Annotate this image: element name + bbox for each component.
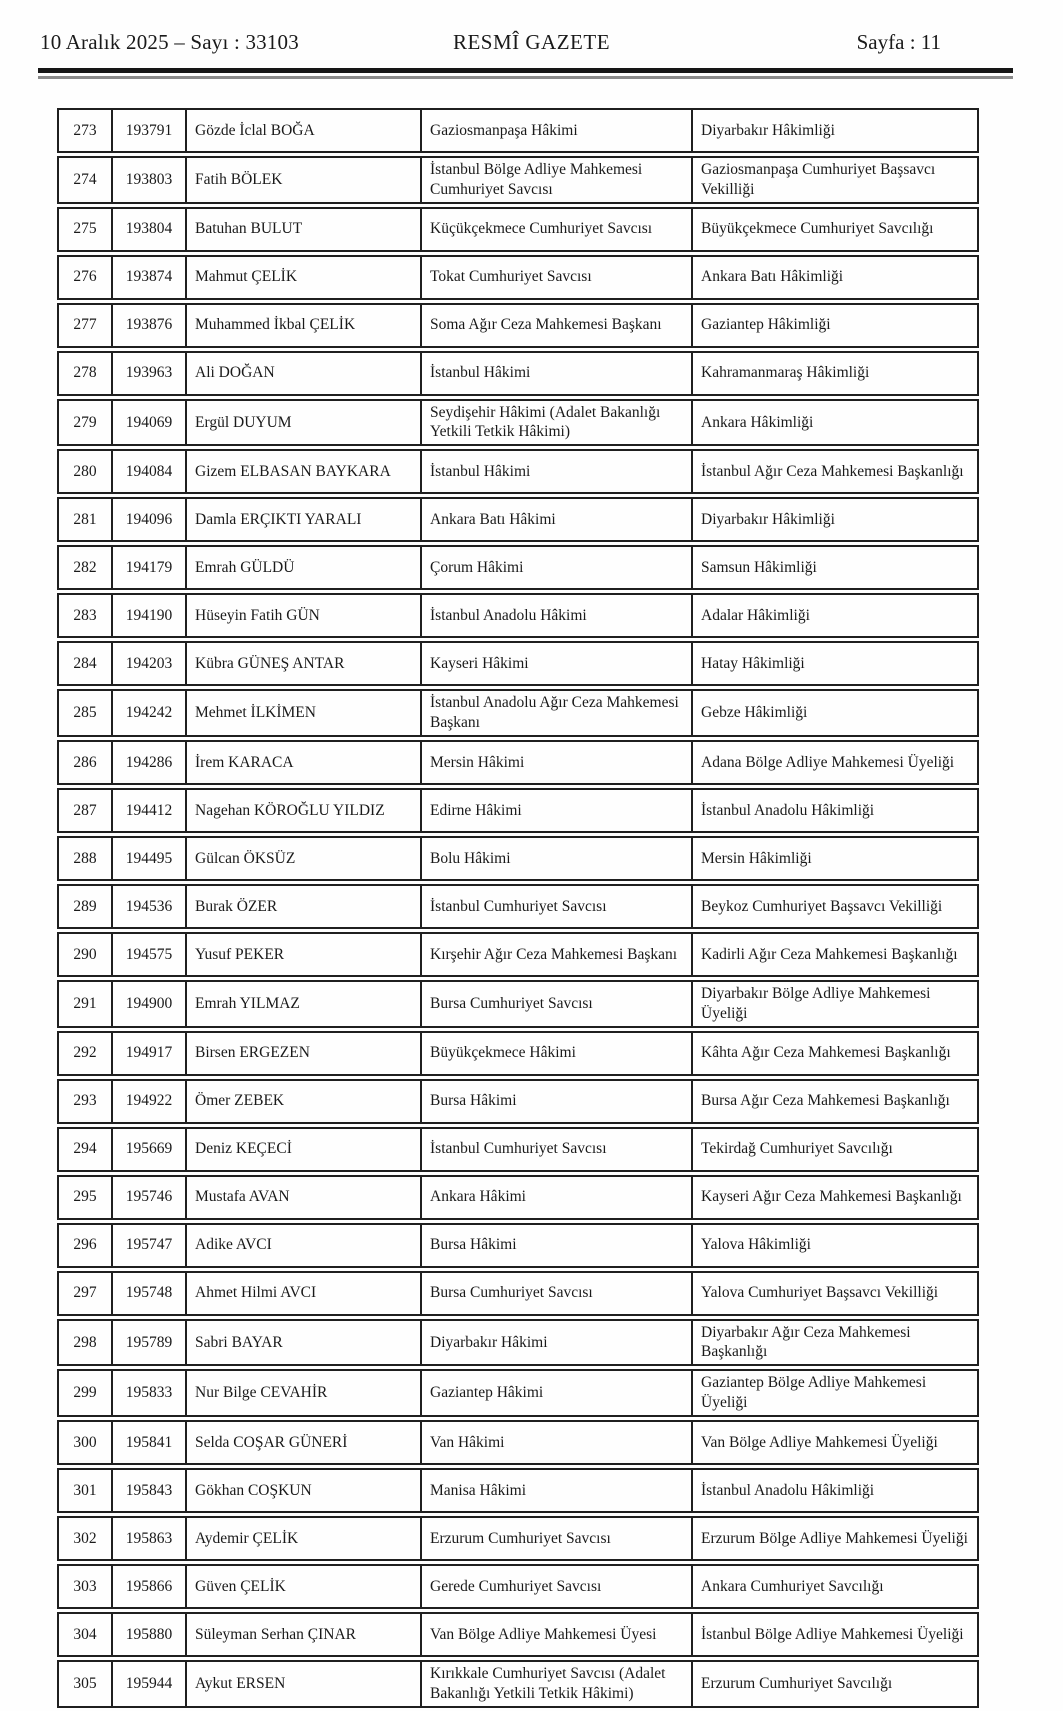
name-cell: Nur Bilge CEVAHİR [185, 1369, 420, 1417]
table-row [57, 255, 979, 300]
current-post-cell: Diyarbakır Hâkimi [420, 1319, 691, 1367]
table-row [57, 1612, 979, 1657]
new-post-cell: Kahramanmaraş Hâkimliği [691, 351, 979, 396]
new-post-cell: Gaziosmanpaşa Cumhuriyet Başsavcı Vekilliği [691, 156, 979, 204]
name-cell: Mahmut ÇELİK [185, 255, 420, 300]
row-number-cell: 303 [57, 1564, 111, 1609]
name-cell: İrem KARACA [185, 740, 420, 785]
header-rule-thick [38, 68, 1013, 73]
registry-no-cell: 195833 [111, 1369, 185, 1417]
new-post-cell: Ankara Cumhuriyet Savcılığı [691, 1564, 979, 1609]
row-number-cell: 275 [57, 207, 111, 252]
name-cell: Selda COŞAR GÜNERİ [185, 1420, 420, 1465]
current-post-cell: Seydişehir Hâkimi (Adalet Bakanlığı Yetkili Tetkik Hâkimi) [420, 399, 691, 447]
row-number-cell: 302 [57, 1516, 111, 1561]
current-post-cell: Soma Ağır Ceza Mahkemesi Başkanı [420, 303, 691, 348]
table-row [57, 788, 979, 833]
table-row [57, 156, 979, 204]
appointments-table-body [57, 108, 979, 1708]
new-post-cell: Ankara Hâkimliği [691, 399, 979, 447]
name-cell: Sabri BAYAR [185, 1319, 420, 1367]
name-cell: Aykut ERSEN [185, 1660, 420, 1708]
current-post-cell: Ankara Batı Hâkimi [420, 497, 691, 542]
current-post-cell: Gaziosmanpaşa Hâkimi [420, 108, 691, 153]
current-post-cell: Bursa Hâkimi [420, 1079, 691, 1124]
name-cell: Burak ÖZER [185, 884, 420, 929]
registry-no-cell: 193963 [111, 351, 185, 396]
registry-no-cell: 194412 [111, 788, 185, 833]
registry-no-cell: 195863 [111, 1516, 185, 1561]
table-row [57, 980, 979, 1028]
registry-no-cell: 194536 [111, 884, 185, 929]
current-post-cell: Erzurum Cumhuriyet Savcısı [420, 1516, 691, 1561]
current-post-cell: Van Hâkimi [420, 1420, 691, 1465]
current-post-cell: İstanbul Anadolu Ağır Ceza Mahkemesi Başkanı [420, 689, 691, 737]
registry-no-cell: 195880 [111, 1612, 185, 1657]
new-post-cell: Yalova Cumhuriyet Başsavcı Vekilliği [691, 1271, 979, 1316]
new-post-cell: Gaziantep Hâkimliği [691, 303, 979, 348]
registry-no-cell: 194096 [111, 497, 185, 542]
table-row [57, 1031, 979, 1076]
row-number-cell: 285 [57, 689, 111, 737]
table-row [57, 1516, 979, 1561]
name-cell: Muhammed İkbal ÇELİK [185, 303, 420, 348]
registry-no-cell: 195748 [111, 1271, 185, 1316]
current-post-cell: Küçükçekmece Cumhuriyet Savcısı [420, 207, 691, 252]
name-cell: Birsen ERGEZEN [185, 1031, 420, 1076]
row-number-cell: 287 [57, 788, 111, 833]
table-row [57, 399, 979, 447]
current-post-cell: Büyükçekmece Hâkimi [420, 1031, 691, 1076]
name-cell: Güven ÇELİK [185, 1564, 420, 1609]
name-cell: Ergül DUYUM [185, 399, 420, 447]
registry-no-cell: 195944 [111, 1660, 185, 1708]
table-row [57, 689, 979, 737]
new-post-cell: İstanbul Ağır Ceza Mahkemesi Başkanlığı [691, 449, 979, 494]
new-post-cell: Van Bölge Adliye Mahkemesi Üyeliği [691, 1420, 979, 1465]
new-post-cell: Samsun Hâkimliği [691, 545, 979, 590]
masthead [0, 0, 1063, 62]
new-post-cell: Hatay Hâkimliği [691, 641, 979, 686]
new-post-cell: Kadirli Ağır Ceza Mahkemesi Başkanlığı [691, 932, 979, 977]
name-cell: Damla ERÇIKTI YARALI [185, 497, 420, 542]
table-row [57, 641, 979, 686]
table-row [57, 1564, 979, 1609]
table-row [57, 303, 979, 348]
registry-no-cell: 193803 [111, 156, 185, 204]
registry-no-cell: 194084 [111, 449, 185, 494]
current-post-cell: Manisa Hâkimi [420, 1468, 691, 1513]
table-row [57, 1468, 979, 1513]
current-post-cell: Mersin Hâkimi [420, 740, 691, 785]
registry-no-cell: 193874 [111, 255, 185, 300]
table-row [57, 1127, 979, 1172]
table-row [57, 884, 979, 929]
table-row [57, 1369, 979, 1417]
new-post-cell: Tekirdağ Cumhuriyet Savcılığı [691, 1127, 979, 1172]
name-cell: Gözde İclal BOĞA [185, 108, 420, 153]
row-number-cell: 299 [57, 1369, 111, 1417]
current-post-cell: Bursa Hâkimi [420, 1223, 691, 1268]
name-cell: Emrah GÜLDÜ [185, 545, 420, 590]
current-post-cell: İstanbul Cumhuriyet Savcısı [420, 884, 691, 929]
current-post-cell: Bursa Cumhuriyet Savcısı [420, 980, 691, 1028]
registry-no-cell: 194242 [111, 689, 185, 737]
name-cell: Adike AVCI [185, 1223, 420, 1268]
registry-no-cell: 195789 [111, 1319, 185, 1367]
name-cell: Nagehan KÖROĞLU YILDIZ [185, 788, 420, 833]
row-number-cell: 276 [57, 255, 111, 300]
new-post-cell: Gaziantep Bölge Adliye Mahkemesi Üyeliği [691, 1369, 979, 1417]
table-row [57, 1271, 979, 1316]
registry-no-cell: 193804 [111, 207, 185, 252]
row-number-cell: 277 [57, 303, 111, 348]
registry-no-cell: 195843 [111, 1468, 185, 1513]
table-row [57, 932, 979, 977]
current-post-cell: Van Bölge Adliye Mahkemesi Üyesi [420, 1612, 691, 1657]
current-post-cell: Bolu Hâkimi [420, 836, 691, 881]
table-row [57, 1079, 979, 1124]
current-post-cell: Bursa Cumhuriyet Savcısı [420, 1271, 691, 1316]
appointments-table-wrap [57, 105, 979, 1711]
current-post-cell: İstanbul Cumhuriyet Savcısı [420, 1127, 691, 1172]
row-number-cell: 296 [57, 1223, 111, 1268]
registry-no-cell: 194190 [111, 593, 185, 638]
registry-no-cell: 194495 [111, 836, 185, 881]
row-number-cell: 289 [57, 884, 111, 929]
current-post-cell: İstanbul Hâkimi [420, 449, 691, 494]
new-post-cell: Erzurum Bölge Adliye Mahkemesi Üyeliği [691, 1516, 979, 1561]
name-cell: Ali DOĞAN [185, 351, 420, 396]
table-row [57, 1660, 979, 1708]
name-cell: Kübra GÜNEŞ ANTAR [185, 641, 420, 686]
new-post-cell: Adalar Hâkimliği [691, 593, 979, 638]
name-cell: Gökhan COŞKUN [185, 1468, 420, 1513]
table-row [57, 449, 979, 494]
current-post-cell: Tokat Cumhuriyet Savcısı [420, 255, 691, 300]
new-post-cell: Beykoz Cumhuriyet Başsavcı Vekilliği [691, 884, 979, 929]
row-number-cell: 282 [57, 545, 111, 590]
name-cell: Deniz KEÇECİ [185, 1127, 420, 1172]
name-cell: Mustafa AVAN [185, 1175, 420, 1220]
table-row [57, 497, 979, 542]
gazette-title: RESMÎ GAZETE [452, 30, 611, 54]
row-number-cell: 278 [57, 351, 111, 396]
new-post-cell: İstanbul Bölge Adliye Mahkemesi Üyeliği [691, 1612, 979, 1657]
registry-no-cell: 194917 [111, 1031, 185, 1076]
row-number-cell: 293 [57, 1079, 111, 1124]
registry-no-cell: 193876 [111, 303, 185, 348]
header-rule-thin [38, 76, 1013, 79]
registry-no-cell: 194203 [111, 641, 185, 686]
registry-no-cell: 195841 [111, 1420, 185, 1465]
current-post-cell: Edirne Hâkimi [420, 788, 691, 833]
current-post-cell: İstanbul Bölge Adliye Mahkemesi Cumhuriyet Savcısı [420, 156, 691, 204]
new-post-cell: Diyarbakır Bölge Adliye Mahkemesi Üyeliği [691, 980, 979, 1028]
registry-no-cell: 194286 [111, 740, 185, 785]
table-row [57, 545, 979, 590]
new-post-cell: Erzurum Cumhuriyet Savcılığı [691, 1660, 979, 1708]
row-number-cell: 292 [57, 1031, 111, 1076]
row-number-cell: 286 [57, 740, 111, 785]
row-number-cell: 295 [57, 1175, 111, 1220]
name-cell: Fatih BÖLEK [185, 156, 420, 204]
row-number-cell: 274 [57, 156, 111, 204]
new-post-cell: Adana Bölge Adliye Mahkemesi Üyeliği [691, 740, 979, 785]
row-number-cell: 290 [57, 932, 111, 977]
table-row [57, 1223, 979, 1268]
table-row [57, 1420, 979, 1465]
table-row [57, 1319, 979, 1367]
new-post-cell: Bursa Ağır Ceza Mahkemesi Başkanlığı [691, 1079, 979, 1124]
row-number-cell: 300 [57, 1420, 111, 1465]
registry-no-cell: 194575 [111, 932, 185, 977]
registry-no-cell: 195866 [111, 1564, 185, 1609]
name-cell: Emrah YILMAZ [185, 980, 420, 1028]
new-post-cell: Diyarbakır Ağır Ceza Mahkemesi Başkanlığı [691, 1319, 979, 1367]
registry-no-cell: 194069 [111, 399, 185, 447]
current-post-cell: İstanbul Anadolu Hâkimi [420, 593, 691, 638]
registry-no-cell: 194179 [111, 545, 185, 590]
row-number-cell: 283 [57, 593, 111, 638]
name-cell: Gizem ELBASAN BAYKARA [185, 449, 420, 494]
name-cell: Aydemir ÇELİK [185, 1516, 420, 1561]
row-number-cell: 281 [57, 497, 111, 542]
new-post-cell: Ankara Batı Hâkimliği [691, 255, 979, 300]
header-rule [38, 68, 1013, 79]
current-post-cell: Gerede Cumhuriyet Savcısı [420, 1564, 691, 1609]
name-cell: Hüseyin Fatih GÜN [185, 593, 420, 638]
new-post-cell: Gebze Hâkimliği [691, 689, 979, 737]
registry-no-cell: 194922 [111, 1079, 185, 1124]
current-post-cell: Kırıkkale Cumhuriyet Savcısı (Adalet Bakanlığı Yetkili Tetkik Hâkimi) [420, 1660, 691, 1708]
appointments-table [57, 105, 979, 1711]
current-post-cell: İstanbul Hâkimi [420, 351, 691, 396]
table-row [57, 207, 979, 252]
table-row [57, 593, 979, 638]
new-post-cell: Yalova Hâkimliği [691, 1223, 979, 1268]
registry-no-cell: 195746 [111, 1175, 185, 1220]
name-cell: Ömer ZEBEK [185, 1079, 420, 1124]
row-number-cell: 273 [57, 108, 111, 153]
row-number-cell: 279 [57, 399, 111, 447]
name-cell: Ahmet Hilmi AVCI [185, 1271, 420, 1316]
table-row [57, 1175, 979, 1220]
name-cell: Mehmet İLKİMEN [185, 689, 420, 737]
name-cell: Batuhan BULUT [185, 207, 420, 252]
name-cell: Yusuf PEKER [185, 932, 420, 977]
current-post-cell: Kayseri Hâkimi [420, 641, 691, 686]
new-post-cell: Büyükçekmece Cumhuriyet Savcılığı [691, 207, 979, 252]
table-row [57, 108, 979, 153]
registry-no-cell: 195747 [111, 1223, 185, 1268]
row-number-cell: 301 [57, 1468, 111, 1513]
current-post-cell: Çorum Hâkimi [420, 545, 691, 590]
name-cell: Gülcan ÖKSÜZ [185, 836, 420, 881]
table-row [57, 351, 979, 396]
new-post-cell: Mersin Hâkimliği [691, 836, 979, 881]
new-post-cell: Diyarbakır Hâkimliği [691, 497, 979, 542]
table-row [57, 836, 979, 881]
current-post-cell: Gaziantep Hâkimi [420, 1369, 691, 1417]
row-number-cell: 284 [57, 641, 111, 686]
new-post-cell: Diyarbakır Hâkimliği [691, 108, 979, 153]
row-number-cell: 305 [57, 1660, 111, 1708]
new-post-cell: İstanbul Anadolu Hâkimliği [691, 1468, 979, 1513]
row-number-cell: 298 [57, 1319, 111, 1367]
registry-no-cell: 195669 [111, 1127, 185, 1172]
row-number-cell: 304 [57, 1612, 111, 1657]
page-number-label: Sayfa : 11 [856, 30, 941, 54]
current-post-cell: Ankara Hâkimi [420, 1175, 691, 1220]
table-row [57, 740, 979, 785]
name-cell: Süleyman Serhan ÇINAR [185, 1612, 420, 1657]
current-post-cell: Kırşehir Ağır Ceza Mahkemesi Başkanı [420, 932, 691, 977]
row-number-cell: 280 [57, 449, 111, 494]
new-post-cell: Kâhta Ağır Ceza Mahkemesi Başkanlığı [691, 1031, 979, 1076]
new-post-cell: İstanbul Anadolu Hâkimliği [691, 788, 979, 833]
new-post-cell: Kayseri Ağır Ceza Mahkemesi Başkanlığı [691, 1175, 979, 1220]
registry-no-cell: 193791 [111, 108, 185, 153]
row-number-cell: 297 [57, 1271, 111, 1316]
registry-no-cell: 194900 [111, 980, 185, 1028]
row-number-cell: 294 [57, 1127, 111, 1172]
issue-date-number: 10 Aralık 2025 – Sayı : 33103 [40, 30, 299, 54]
row-number-cell: 288 [57, 836, 111, 881]
row-number-cell: 291 [57, 980, 111, 1028]
